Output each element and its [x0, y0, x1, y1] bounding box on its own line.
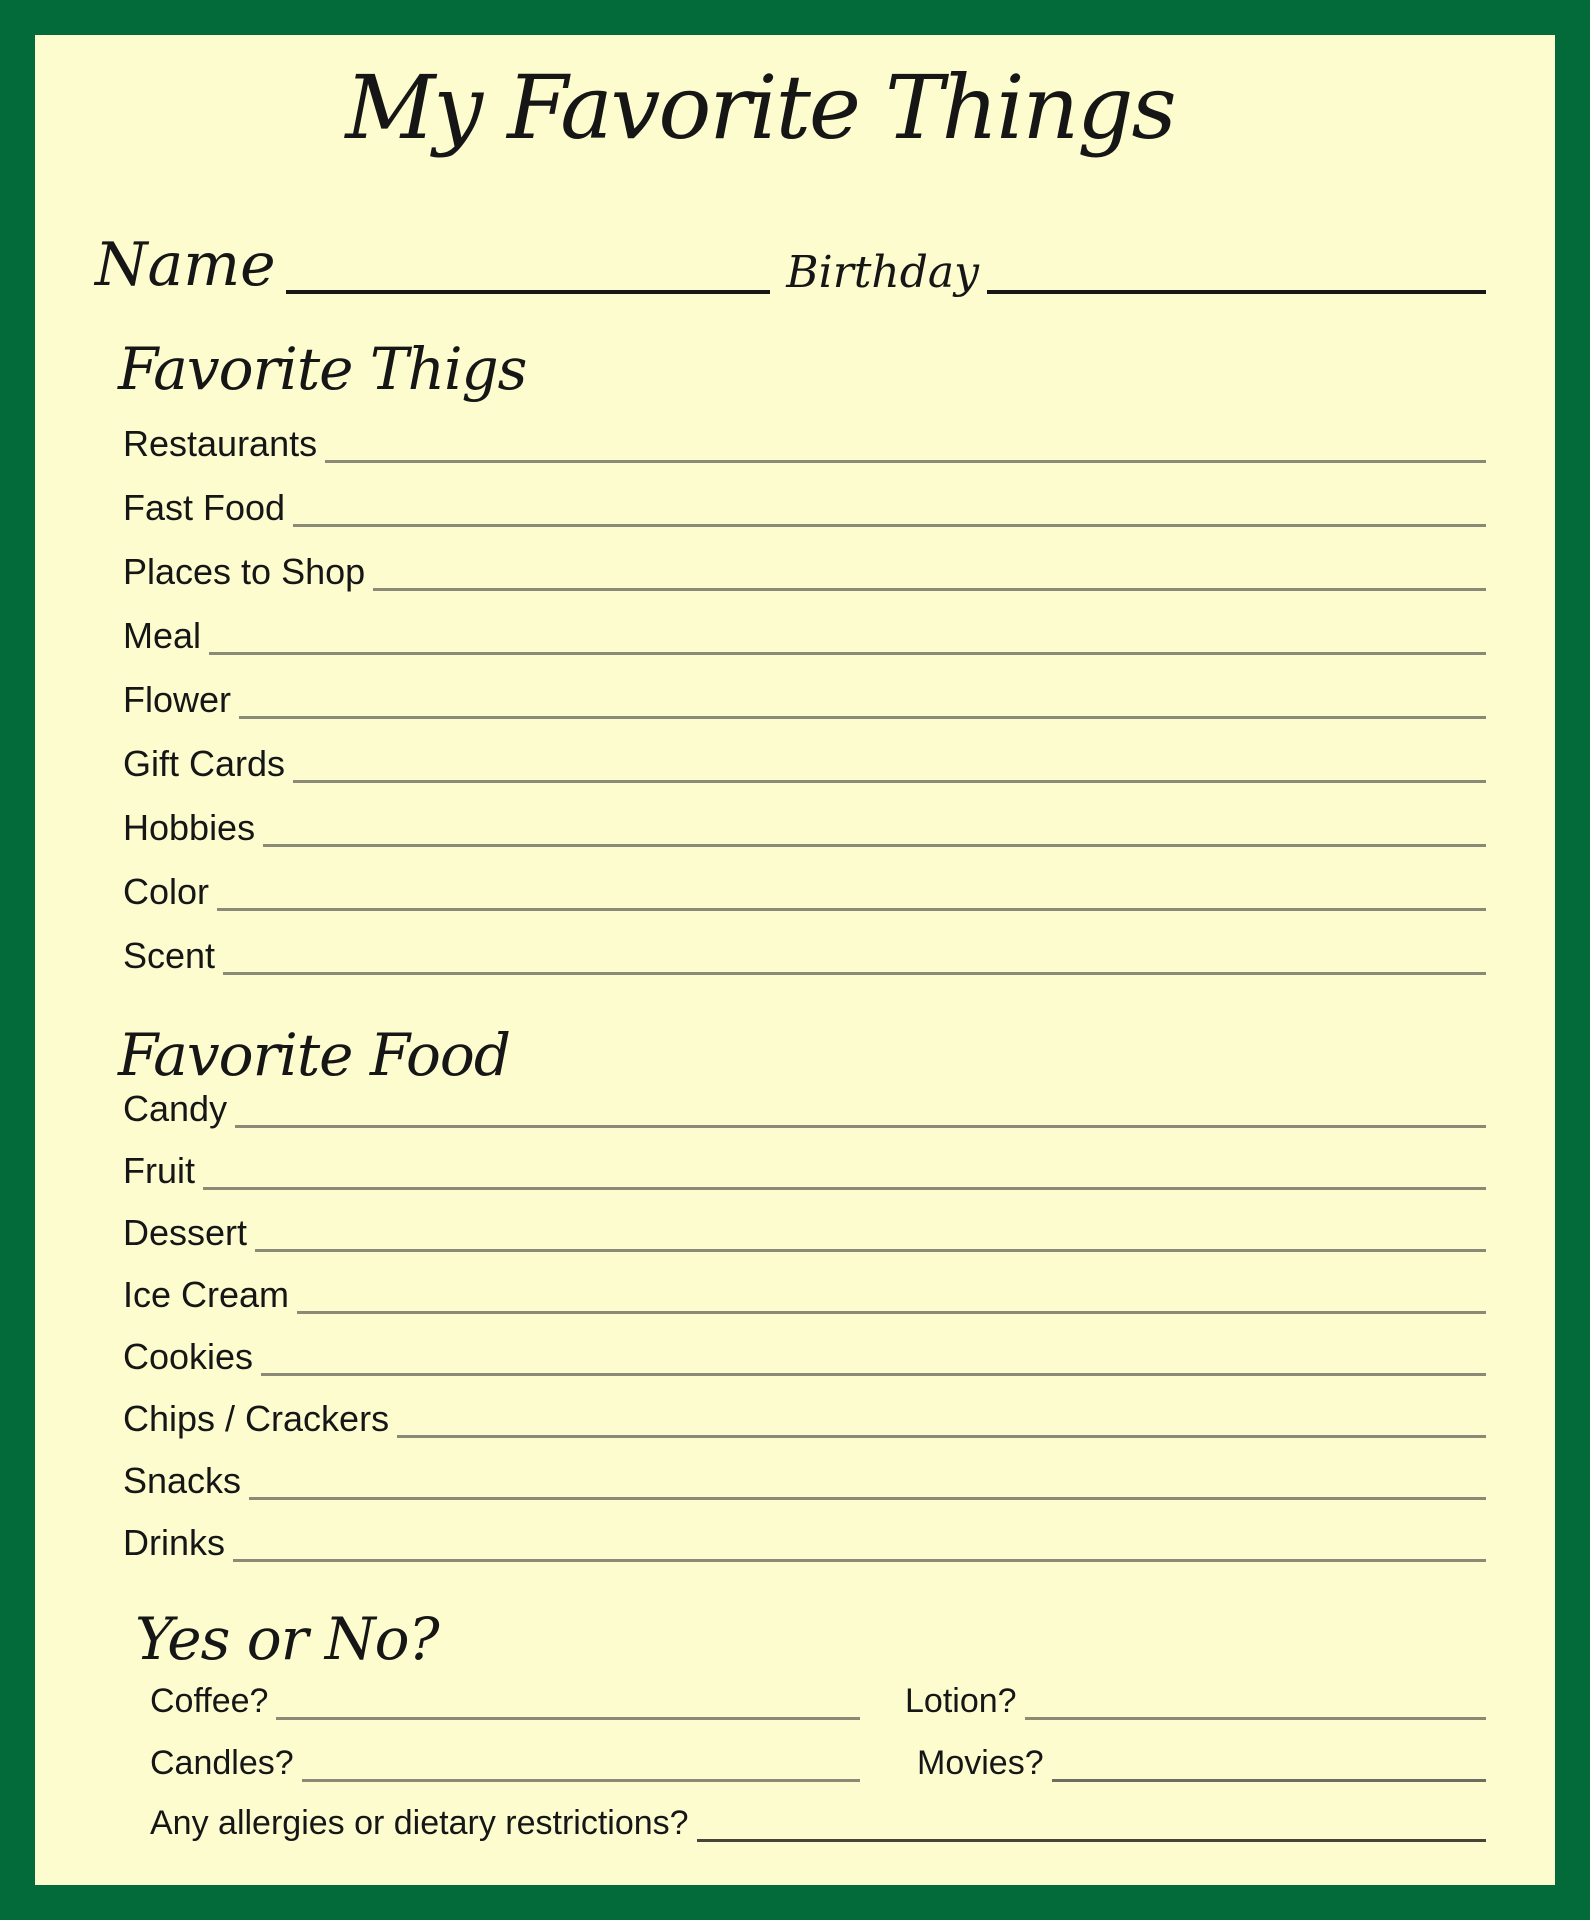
flower-field-line[interactable]: [239, 716, 1486, 719]
drinks-label: Drinks: [123, 1522, 226, 1564]
color-row: [123, 865, 1486, 911]
coffee-col: [150, 1684, 860, 1720]
snacks-row: [123, 1454, 1486, 1500]
coffee-field-line[interactable]: [276, 1717, 860, 1720]
candy-row: [123, 1082, 1486, 1128]
allergies-field-line[interactable]: [697, 1839, 1486, 1842]
flower-row: [123, 673, 1486, 719]
dessert-field-line[interactable]: [255, 1249, 1486, 1252]
gift-cards-label: Gift Cards: [123, 743, 286, 785]
places-to-shop-field-line[interactable]: [373, 588, 1486, 591]
chips-crackers-row: [123, 1392, 1486, 1438]
fast-food-field-line[interactable]: [293, 524, 1486, 527]
hobbies-field-line[interactable]: [263, 844, 1486, 847]
candles-field-line[interactable]: [302, 1779, 860, 1782]
fruit-row: [123, 1144, 1486, 1190]
drinks-field-line[interactable]: [233, 1559, 1486, 1562]
snacks-label: Snacks: [123, 1460, 242, 1502]
places-to-shop-label: Places to Shop: [123, 551, 366, 593]
birthday-label: Birthday: [786, 247, 979, 299]
restaurants-row: [123, 417, 1486, 463]
candles-label: Candles?: [150, 1744, 294, 1783]
dessert-row: [123, 1206, 1486, 1252]
fast-food-label: Fast Food: [123, 487, 286, 529]
movies-col: [905, 1746, 1486, 1782]
candles-col: [150, 1746, 860, 1782]
fruit-label: Fruit: [123, 1150, 195, 1192]
places-to-shop-row: [123, 545, 1486, 591]
scent-label: Scent: [123, 935, 216, 977]
meal-row: [123, 609, 1486, 655]
lotion-label: Lotion?: [905, 1682, 1017, 1721]
hobbies-label: Hobbies: [123, 807, 256, 849]
color-label: Color: [123, 871, 210, 913]
ice-cream-field-line[interactable]: [297, 1311, 1486, 1314]
name-birthday-row: [95, 182, 1486, 300]
scent-row: [123, 929, 1486, 975]
name-field-line[interactable]: [286, 290, 771, 294]
yes-no-row-2: [150, 1736, 1486, 1782]
drinks-row: [123, 1516, 1486, 1562]
restaurants-field-line[interactable]: [325, 460, 1486, 463]
lotion-field-line[interactable]: [1025, 1717, 1486, 1720]
form-sheet: [35, 35, 1555, 1885]
gift-cards-field-line[interactable]: [293, 780, 1486, 783]
coffee-label: Coffee?: [150, 1682, 269, 1721]
chips-crackers-label: Chips / Crackers: [123, 1398, 390, 1440]
fast-food-row: [123, 481, 1486, 527]
fruit-field-line[interactable]: [203, 1187, 1486, 1190]
color-field-line[interactable]: [217, 908, 1486, 911]
yes-no-row-1: [150, 1674, 1486, 1720]
movies-field-line[interactable]: [1052, 1779, 1486, 1782]
movies-label: Movies?: [917, 1744, 1044, 1783]
meal-label: Meal: [123, 615, 202, 657]
allergies-row: [150, 1796, 1486, 1842]
allergies-label: Any allergies or dietary restrictions?: [150, 1804, 689, 1843]
cookies-label: Cookies: [123, 1336, 254, 1378]
gift-cards-row: [123, 737, 1486, 783]
section-heading-favorite-food: Favorite Food: [118, 1021, 510, 1089]
name-label: Name: [95, 230, 276, 300]
hobbies-row: [123, 801, 1486, 847]
page-title: My Favorite Things: [345, 56, 1175, 159]
cookies-row: [123, 1330, 1486, 1376]
meal-field-line[interactable]: [209, 652, 1486, 655]
section-heading-favorite-things: Favorite Thigs: [118, 335, 527, 403]
ice-cream-row: [123, 1268, 1486, 1314]
cookies-field-line[interactable]: [261, 1373, 1486, 1376]
snacks-field-line[interactable]: [249, 1497, 1486, 1500]
birthday-field-line[interactable]: [987, 290, 1486, 294]
lotion-col: [905, 1684, 1486, 1720]
chips-crackers-field-line[interactable]: [397, 1435, 1486, 1438]
candy-label: Candy: [123, 1088, 228, 1130]
section-heading-yes-or-no: Yes or No?: [135, 1605, 439, 1673]
dessert-label: Dessert: [123, 1212, 248, 1254]
flower-label: Flower: [123, 679, 232, 721]
ice-cream-label: Ice Cream: [123, 1274, 290, 1316]
candy-field-line[interactable]: [235, 1125, 1486, 1128]
scent-field-line[interactable]: [223, 972, 1486, 975]
restaurants-label: Restaurants: [123, 423, 318, 465]
